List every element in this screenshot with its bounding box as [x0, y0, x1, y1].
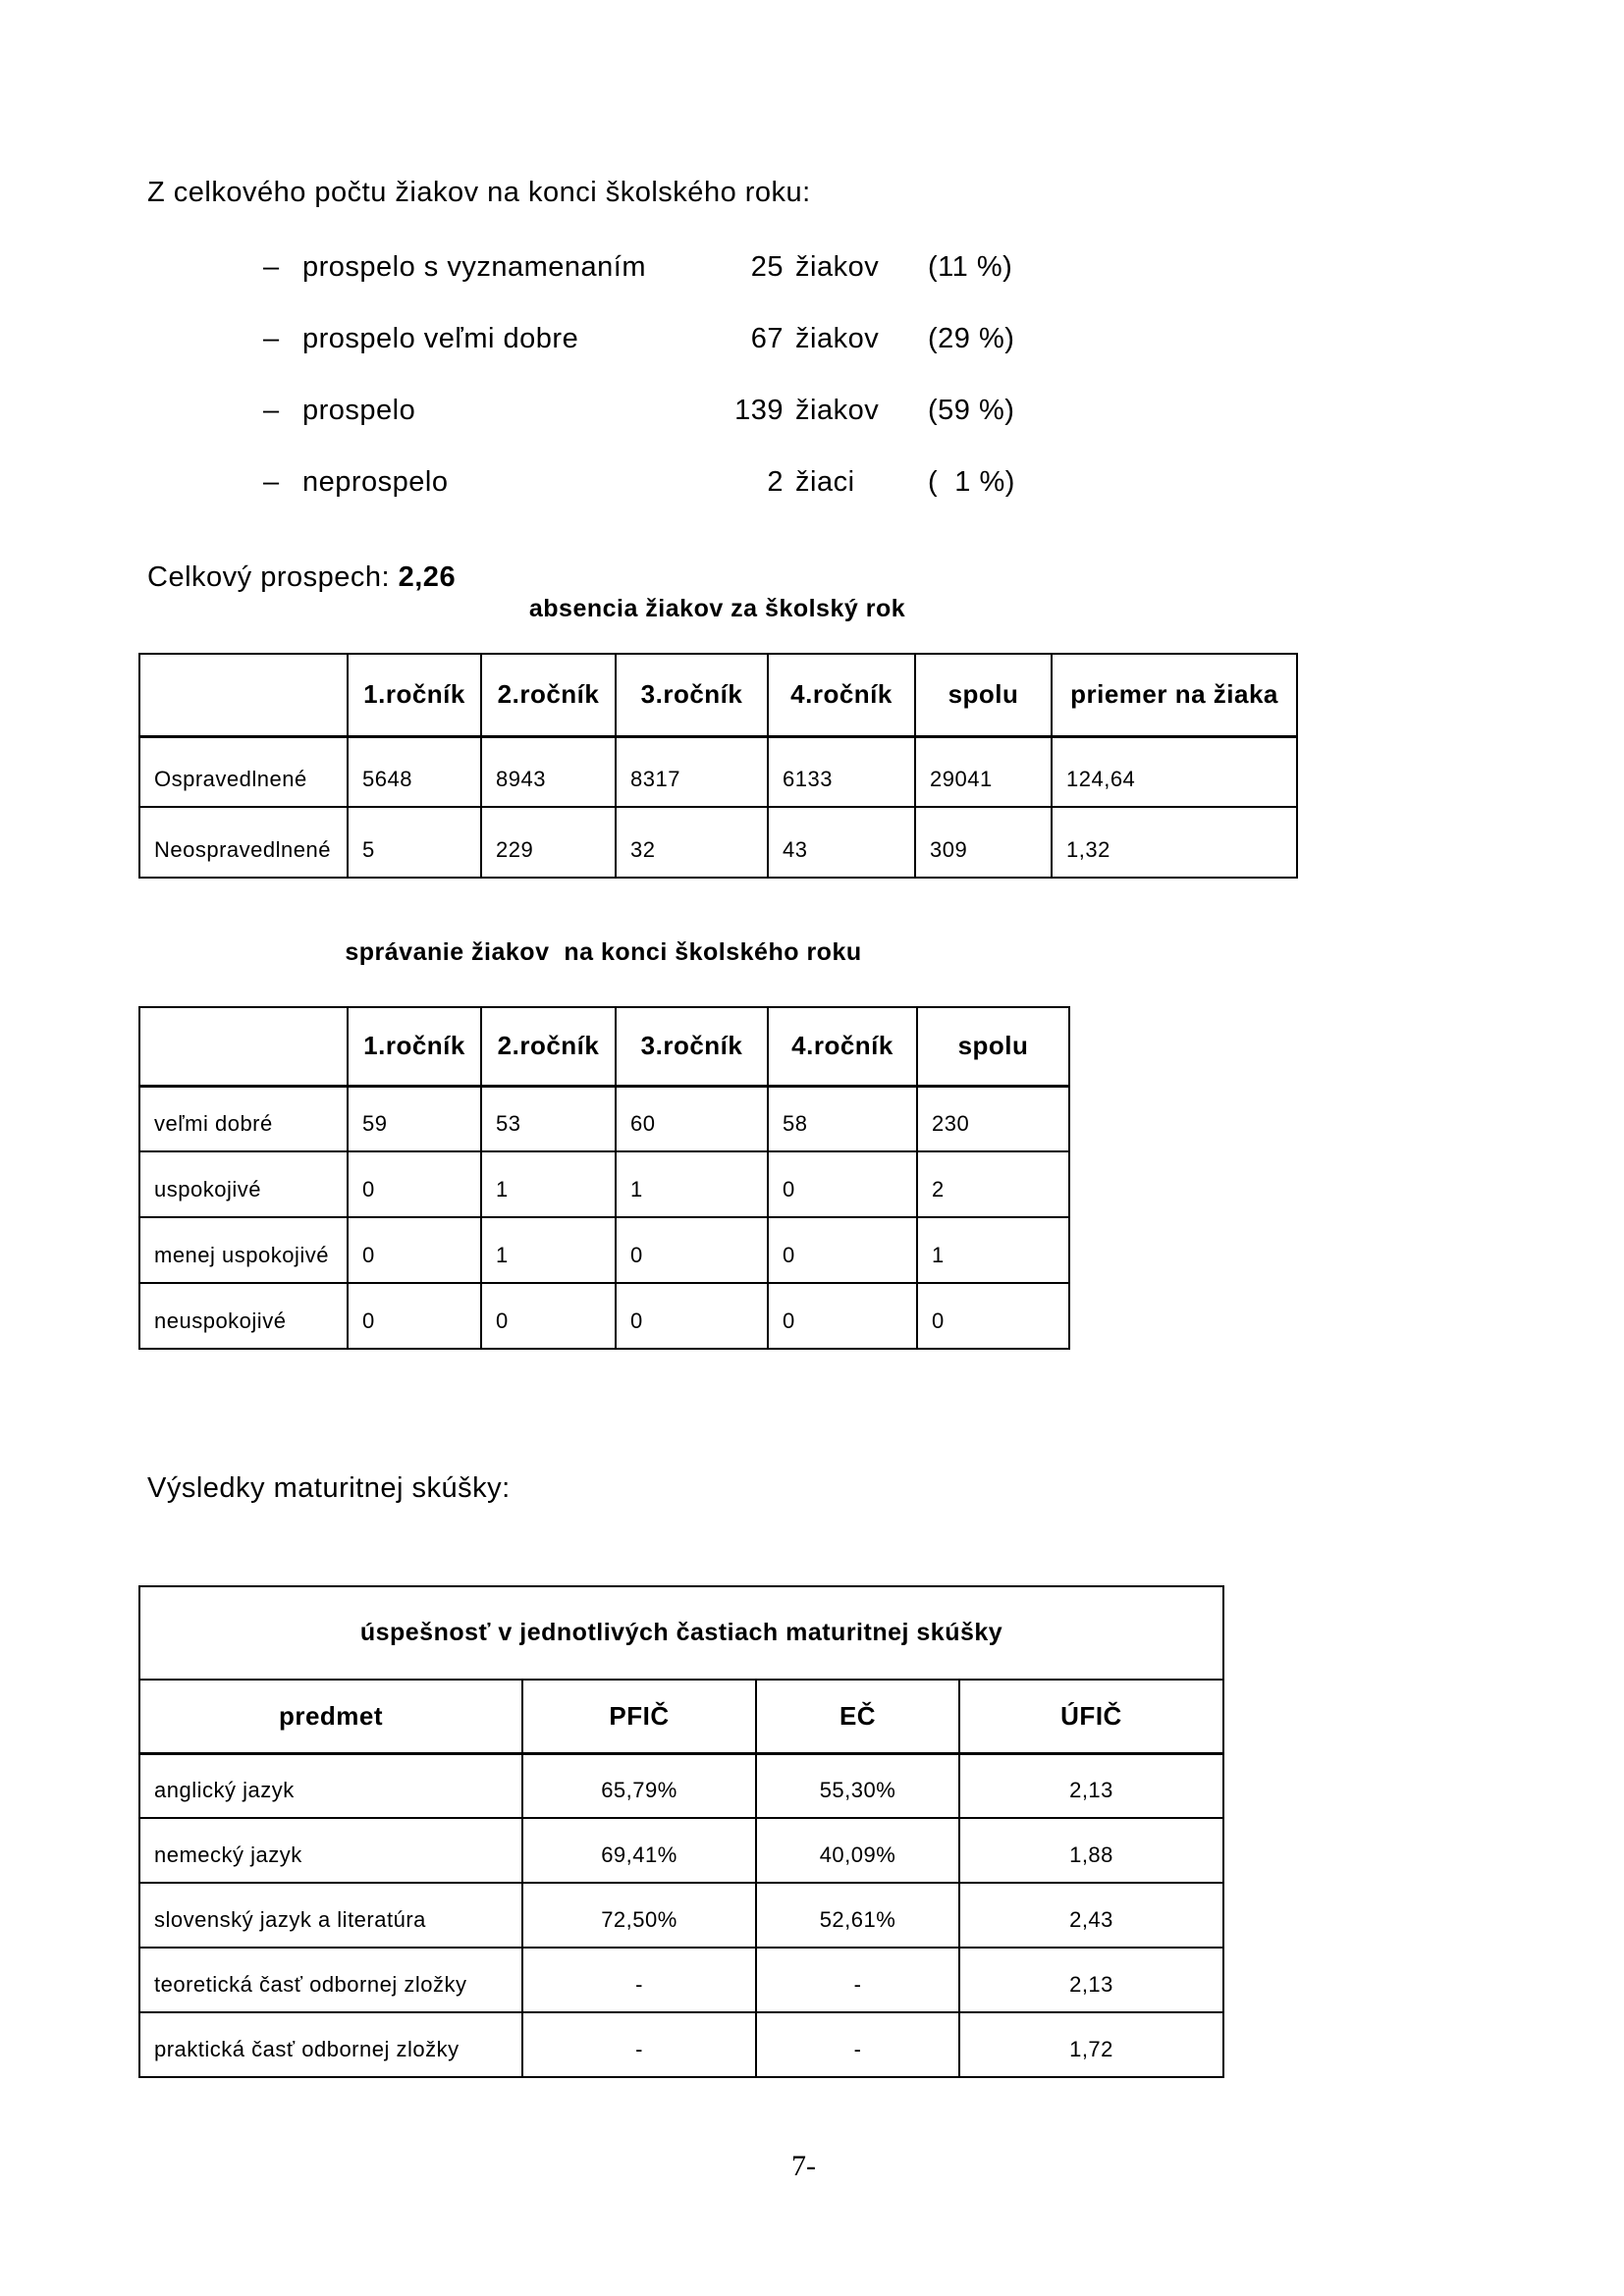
cell-value: 124,64: [1052, 736, 1297, 807]
column-header: 4.ročník: [768, 1007, 917, 1086]
column-header: priemer na žiaka: [1052, 654, 1297, 736]
subject-label: teoretická časť odbornej zložky: [139, 1948, 522, 2012]
behavior-table: [138, 1006, 1070, 1350]
cell-value: 1: [481, 1151, 616, 1217]
cell-value: 72,50%: [522, 1883, 756, 1948]
table-row: [139, 1283, 1069, 1349]
cell-value: 0: [768, 1217, 917, 1283]
grade-result-count: 139: [734, 395, 784, 426]
column-header: 1.ročník: [348, 654, 481, 736]
table-row: [139, 807, 1297, 878]
summary-heading: Z celkového počtu žiakov na konci školského roku:: [147, 177, 811, 208]
column-header: ÚFIČ: [959, 1680, 1223, 1753]
cell-value: 309: [915, 807, 1052, 878]
table-row: [139, 1086, 1069, 1151]
column-header: 2.ročník: [481, 654, 616, 736]
page-number: 7-: [791, 2150, 816, 2182]
grade-result-percent: (11 %): [928, 251, 1013, 283]
cell-value: 53: [481, 1086, 616, 1151]
subject-label: nemecký jazyk: [139, 1818, 522, 1883]
overall-prospect-label: Celkový prospech:: [147, 561, 391, 593]
behavior-header-row: [139, 1007, 1069, 1086]
column-header: [139, 1007, 348, 1086]
grade-result-label: prospelo veľmi dobre: [302, 323, 579, 354]
column-header: 1.ročník: [348, 1007, 481, 1086]
cell-value: 8317: [616, 736, 768, 807]
row-label: Neospravedlnené: [139, 807, 348, 878]
grade-result-count: 2: [767, 466, 784, 498]
table-row: [139, 1818, 1223, 1883]
table-row: [139, 736, 1297, 807]
column-header: 3.ročník: [616, 1007, 768, 1086]
grade-result-count: 67: [750, 323, 784, 354]
grade-result-unit: žiaci: [795, 466, 855, 498]
grade-result-percent: (59 %): [928, 395, 1015, 426]
cell-value: 6133: [768, 736, 915, 807]
table-row: [139, 1948, 1223, 2012]
cell-value: 1,32: [1052, 807, 1297, 878]
cell-value: 0: [616, 1283, 768, 1349]
overall-prospect-value: 2,26: [398, 561, 457, 593]
overall-prospect-line: [147, 561, 456, 594]
row-label: Ospravedlnené: [139, 736, 348, 807]
column-header: predmet: [139, 1680, 522, 1753]
cell-value: -: [756, 1948, 959, 2012]
table-row: [139, 1217, 1069, 1283]
cell-value: 5: [348, 807, 481, 878]
row-label: menej uspokojivé: [139, 1217, 348, 1283]
cell-value: 2,13: [959, 1948, 1223, 2012]
cell-value: 69,41%: [522, 1818, 756, 1883]
cell-value: 5648: [348, 736, 481, 807]
column-header: spolu: [917, 1007, 1069, 1086]
matura-table-title-row: [139, 1586, 1223, 1680]
grade-result-label: prospelo: [302, 395, 416, 426]
grade-result-count: 25: [750, 251, 784, 283]
cell-value: 0: [768, 1151, 917, 1217]
list-dash: –: [263, 395, 280, 426]
matura-header-row: [139, 1680, 1223, 1753]
column-header: EČ: [756, 1680, 959, 1753]
grade-result-percent: ( 1 %): [928, 466, 1015, 498]
list-dash: –: [263, 466, 280, 498]
grade-result-unit: žiakov: [795, 323, 880, 354]
matura-heading: Výsledky maturitnej skúšky:: [147, 1472, 511, 1504]
cell-value: 32: [616, 807, 768, 878]
matura-table-title: úspešnosť v jednotlivých častiach maturitnej skúšky: [139, 1586, 1223, 1680]
cell-value: 0: [616, 1217, 768, 1283]
cell-value: 2: [917, 1151, 1069, 1217]
row-label: veľmi dobré: [139, 1086, 348, 1151]
list-dash: –: [263, 251, 280, 283]
cell-value: 0: [348, 1151, 481, 1217]
grade-results-list: [263, 251, 1015, 538]
cell-value: 55,30%: [756, 1753, 959, 1818]
cell-value: -: [522, 2012, 756, 2077]
column-header: 2.ročník: [481, 1007, 616, 1086]
grade-result-unit: žiakov: [795, 395, 880, 426]
cell-value: 0: [481, 1283, 616, 1349]
column-header: 4.ročník: [768, 654, 915, 736]
cell-value: 40,09%: [756, 1818, 959, 1883]
cell-value: 2,13: [959, 1753, 1223, 1818]
grade-result-row: [263, 251, 1015, 323]
table-row: [139, 1883, 1223, 1948]
cell-value: 58: [768, 1086, 917, 1151]
cell-value: 0: [348, 1217, 481, 1283]
cell-value: 52,61%: [756, 1883, 959, 1948]
grade-result-label: neprospelo: [302, 466, 449, 498]
row-label: neuspokojivé: [139, 1283, 348, 1349]
cell-value: 0: [768, 1283, 917, 1349]
row-label: uspokojivé: [139, 1151, 348, 1217]
absence-table-title: absencia žiakov za školský rok: [528, 595, 906, 622]
grade-result-row: [263, 323, 1015, 395]
cell-value: 1: [481, 1217, 616, 1283]
table-row: [139, 1753, 1223, 1818]
cell-value: -: [756, 2012, 959, 2077]
cell-value: 0: [917, 1283, 1069, 1349]
behavior-table-title: správanie žiakov na konci školského roku: [345, 938, 862, 966]
grade-result-row: [263, 466, 1015, 538]
cell-value: 1: [616, 1151, 768, 1217]
cell-value: 230: [917, 1086, 1069, 1151]
column-header: [139, 654, 348, 736]
column-header: PFIČ: [522, 1680, 756, 1753]
cell-value: -: [522, 1948, 756, 2012]
grade-result-percent: (29 %): [928, 323, 1015, 354]
cell-value: 1,72: [959, 2012, 1223, 2077]
subject-label: anglický jazyk: [139, 1753, 522, 1818]
subject-label: slovenský jazyk a literatúra: [139, 1883, 522, 1948]
cell-value: 60: [616, 1086, 768, 1151]
column-header: 3.ročník: [616, 654, 768, 736]
cell-value: 29041: [915, 736, 1052, 807]
absence-header-row: [139, 654, 1297, 736]
grade-result-row: [263, 395, 1015, 466]
grade-result-label: prospelo s vyznamenaním: [302, 251, 646, 283]
cell-value: 1,88: [959, 1818, 1223, 1883]
cell-value: 229: [481, 807, 616, 878]
absence-table: [138, 653, 1298, 879]
cell-value: 1: [917, 1217, 1069, 1283]
table-row: [139, 1151, 1069, 1217]
table-row: [139, 2012, 1223, 2077]
cell-value: 2,43: [959, 1883, 1223, 1948]
grade-result-unit: žiakov: [795, 251, 880, 283]
subject-label: praktická časť odbornej zložky: [139, 2012, 522, 2077]
cell-value: 8943: [481, 736, 616, 807]
list-dash: –: [263, 323, 280, 354]
cell-value: 59: [348, 1086, 481, 1151]
matura-table: [138, 1585, 1224, 2078]
column-header: spolu: [915, 654, 1052, 736]
cell-value: 0: [348, 1283, 481, 1349]
cell-value: 65,79%: [522, 1753, 756, 1818]
cell-value: 43: [768, 807, 915, 878]
